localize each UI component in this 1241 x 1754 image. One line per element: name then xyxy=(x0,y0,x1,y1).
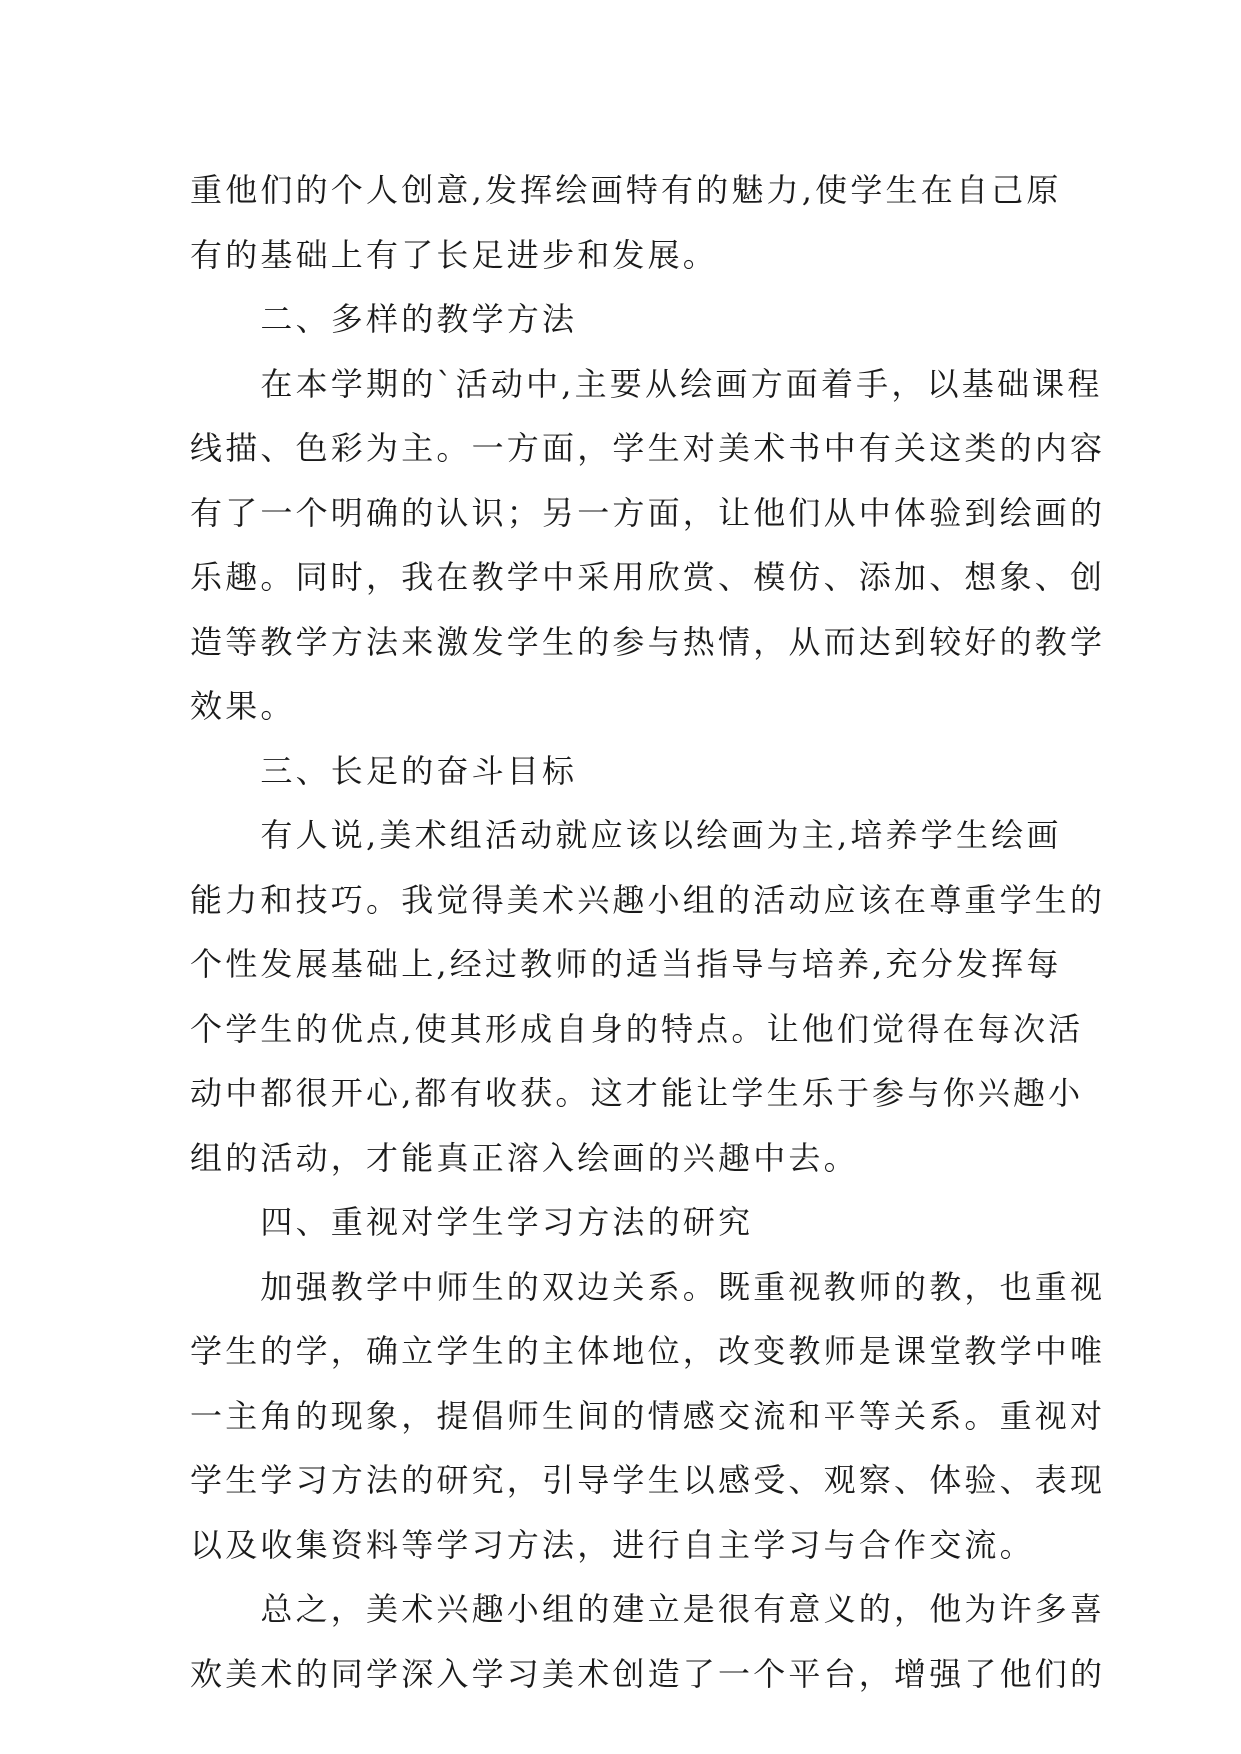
section-heading: 二、多样的教学方法 xyxy=(190,300,578,338)
section-heading: 四、重视对学生学习方法的研究 xyxy=(190,1203,754,1241)
text-line: 效果。 xyxy=(190,687,296,725)
document-body xyxy=(190,158,1106,1706)
text-line: 有了一个明确的认识；另一方面，让他们从中体验到绘画的 xyxy=(190,493,1106,532)
text-line: 组的活动，才能真正溶入绘画的兴趣中去。 xyxy=(190,1138,859,1177)
text-line: 乐趣。同时，我在教学中采用欣赏、模仿、添加、想象、创 xyxy=(190,558,1106,596)
text-line: 重他们的个人创意,发挥绘画特有的魅力,使学生在自己原 xyxy=(190,171,1062,209)
text-line: 个性发展基础上,经过教师的适当指导与培养,充分发挥每 xyxy=(190,945,1062,983)
text-line: 能力和技巧。我觉得美术兴趣小组的活动应该在尊重学生的 xyxy=(190,880,1106,919)
text-line: 在本学期的`活动中,主要从绘画方面着手，以基础课程 xyxy=(190,364,1103,403)
text-line: 动中都很开心,都有收获。这才能让学生乐于参与你兴趣小 xyxy=(190,1074,1084,1112)
text-line: 线描、色彩为主。一方面，学生对美术书中有关这类的内容 xyxy=(190,429,1106,467)
text-line: 学生学习方法的研究，引导学生以感受、观察、体验、表现 xyxy=(190,1461,1106,1499)
text-line: 有的基础上有了长足进步和发展。 xyxy=(190,235,719,274)
text-line: 加强教学中师生的双边关系。既重视教师的教，也重视 xyxy=(190,1267,1106,1306)
section-heading: 三、长足的奋斗目标 xyxy=(190,751,578,790)
text-line: 欢美术的同学深入学习美术创造了一个平台，增强了他们的 xyxy=(190,1654,1106,1693)
text-line: 个学生的优点,使其形成自身的特点。让他们觉得在每次活 xyxy=(190,1009,1084,1048)
text-line: 以及收集资料等学习方法，进行自主学习与合作交流。 xyxy=(190,1525,1035,1564)
text-line: 一主角的现象，提倡师生间的情感交流和平等关系。重视对 xyxy=(190,1396,1106,1435)
text-line: 总之，美术兴趣小组的建立是很有意义的，他为许多喜 xyxy=(190,1590,1106,1628)
text-line: 学生的学，确立学生的主体地位，改变教师是课堂教学中唯 xyxy=(190,1332,1106,1370)
text-line: 有人说,美术组活动就应该以绘画为主,培养学生绘画 xyxy=(190,816,1062,854)
text-line: 造等教学方法来激发学生的参与热情，从而达到较好的教学 xyxy=(190,622,1106,661)
